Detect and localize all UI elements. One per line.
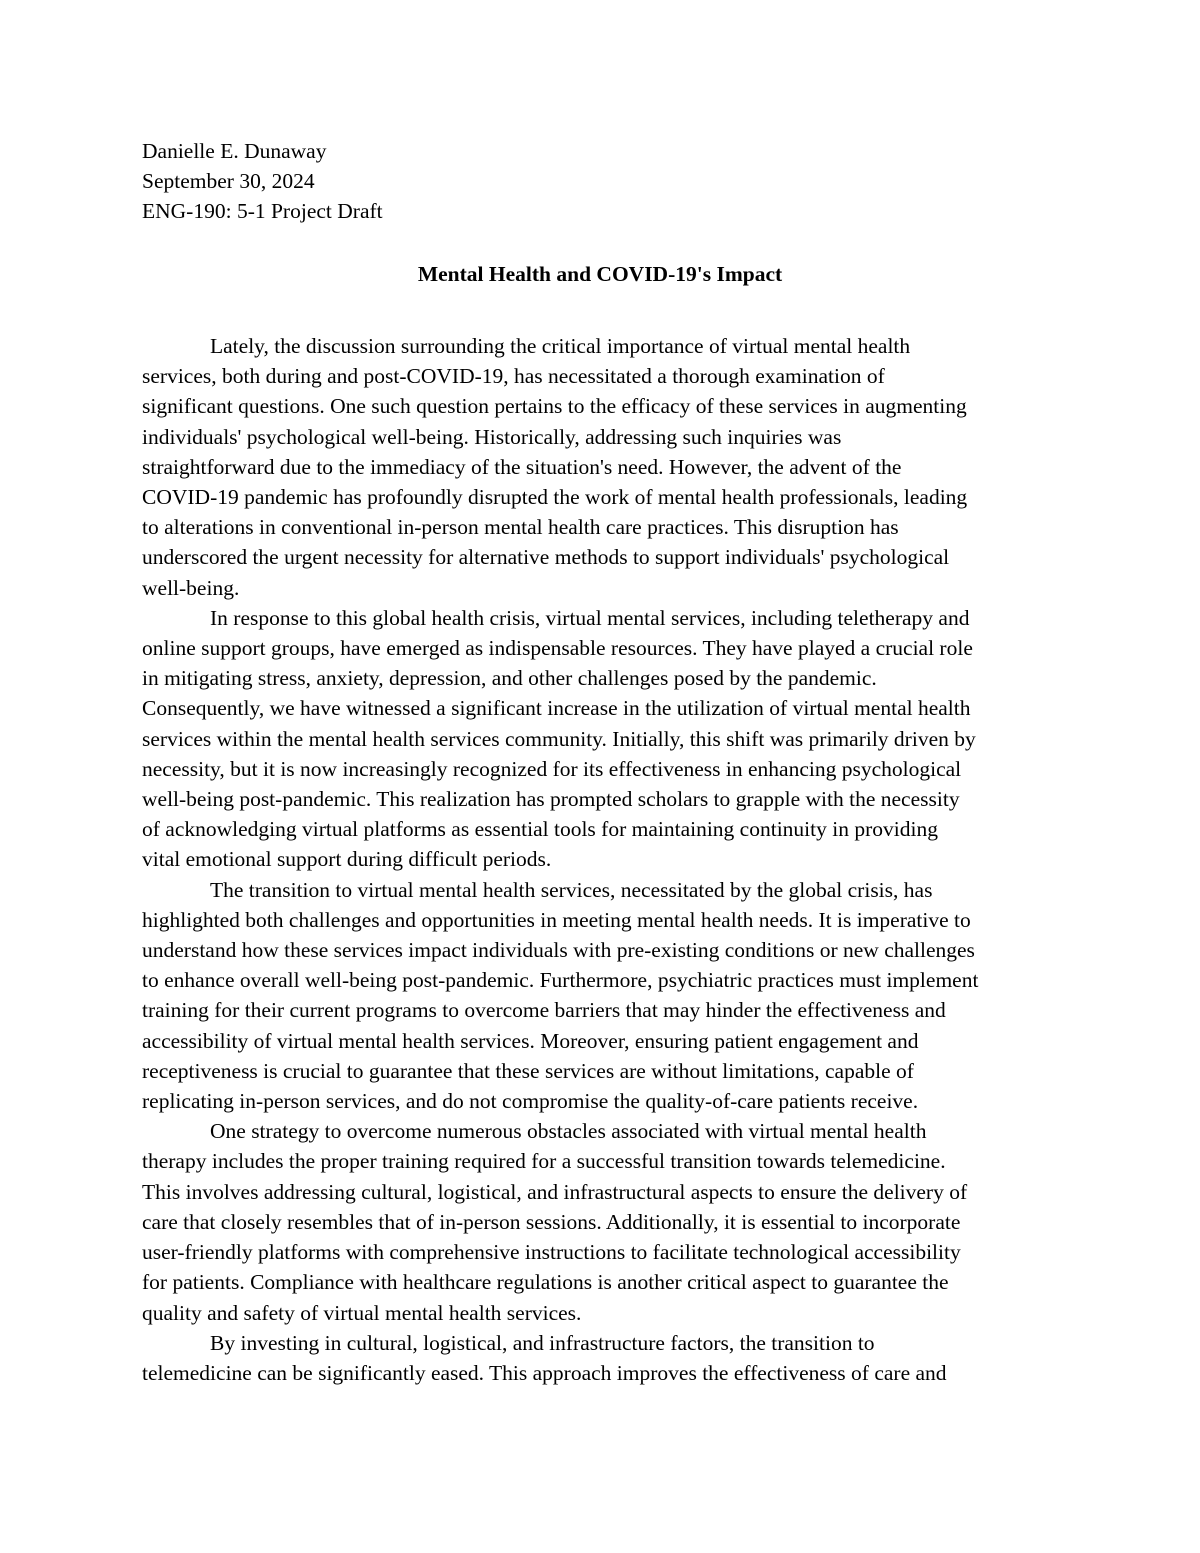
text-line: services, both during and post-COVID-19, has necessitated a thorough examination of: [142, 364, 885, 389]
paragraph-5: [142, 1328, 1082, 1388]
text-line: The transition to virtual mental health services, necessitated by the global crisis, has: [210, 877, 933, 902]
text-line: One strategy to overcome numerous obstacles associated with virtual mental health: [210, 1119, 927, 1144]
text-line: Consequently, we have witnessed a significant increase in the utilization of virtual mental health: [142, 696, 971, 721]
paragraph-3: [142, 875, 1082, 1117]
text-line: well-being post-pandemic. This realization has prompted scholars to grapple with the necessity: [142, 787, 960, 812]
text-line: care that closely resembles that of in-person sessions. Additionally, it is essential to incorporate: [142, 1209, 961, 1234]
text-line: to enhance overall well-being post-pandemic. Furthermore, psychiatric practices must implement: [142, 968, 979, 993]
course-assignment-line: ENG-190: 5-1 Project Draft: [142, 199, 383, 224]
text-line: replicating in-person services, and do not compromise the quality-of-care patients receive.: [142, 1089, 919, 1114]
essay-header-block: [142, 136, 383, 227]
text-line: training for their current programs to overcome barriers that may hinder the effectiveness and: [142, 998, 946, 1023]
text-line: online support groups, have emerged as indispensable resources. They have played a crucial role: [142, 636, 973, 661]
text-line: vital emotional support during difficult periods.: [142, 847, 552, 872]
text-line: user-friendly platforms with comprehensive instructions to facilitate technological accessibility: [142, 1240, 961, 1265]
text-line: significant questions. One such question pertains to the efficacy of these services in augmenting: [142, 394, 967, 419]
paragraph-1: [142, 331, 1082, 603]
text-line: individuals' psychological well-being. Historically, addressing such inquiries was: [142, 424, 842, 449]
text-line: necessity, but it is now increasingly recognized for its effectiveness in enhancing psychological: [142, 756, 962, 781]
essay-title: Mental Health and COVID-19's Impact: [417, 262, 783, 286]
date-line: September 30, 2024: [142, 169, 315, 194]
text-line: therapy includes the proper training required for a successful transition towards telemedicine.: [142, 1149, 946, 1174]
text-line: Lately, the discussion surrounding the critical importance of virtual mental health: [210, 334, 911, 358]
text-line: accessibility of virtual mental health services. Moreover, ensuring patient engagement and: [142, 1028, 919, 1053]
text-line: This involves addressing cultural, logistical, and infrastructural aspects to ensure the delivery of: [142, 1179, 968, 1204]
text-line: for patients. Compliance with healthcare regulations is another critical aspect to guarantee the: [142, 1270, 949, 1295]
text-line: of acknowledging virtual platforms as essential tools for maintaining continuity in providing: [142, 817, 938, 842]
paragraph-4: [142, 1116, 1082, 1327]
text-line: in mitigating stress, anxiety, depression, and other challenges posed by the pandemic.: [142, 666, 877, 691]
paragraph-2: [142, 603, 1082, 875]
text-line: services within the mental health services community. Initially, this shift was primarily driven by: [142, 726, 976, 751]
text-line: By investing in cultural, logistical, and infrastructure factors, the transition to: [210, 1330, 875, 1355]
text-line: receptiveness is crucial to guarantee that these services are without limitations, capable of: [142, 1058, 914, 1083]
author-name: Danielle E. Dunaway: [142, 139, 327, 163]
text-line: In response to this global health crisis, virtual mental services, including teletherapy and: [210, 605, 970, 630]
text-line: highlighted both challenges and opportunities in meeting mental health needs. It is imperative to: [142, 907, 971, 932]
text-line: to alterations in conventional in-person mental health care practices. This disruption has: [142, 515, 899, 540]
text-line: telemedicine can be significantly eased. This approach improves the effectiveness of care and: [142, 1360, 947, 1385]
text-line: underscored the urgent necessity for alternative methods to support individuals' psychological: [142, 545, 950, 570]
text-line: quality and safety of virtual mental health services.: [142, 1300, 582, 1325]
text-line: well-being.: [142, 575, 240, 600]
text-line: understand how these services impact individuals with pre-existing conditions or new challenges: [142, 938, 975, 963]
essay-body: [142, 331, 1082, 1388]
text-line: straightforward due to the immediacy of the situation's need. However, the advent of the: [142, 454, 902, 479]
text-line: COVID-19 pandemic has profoundly disrupted the work of mental health professionals, leading: [142, 485, 968, 510]
